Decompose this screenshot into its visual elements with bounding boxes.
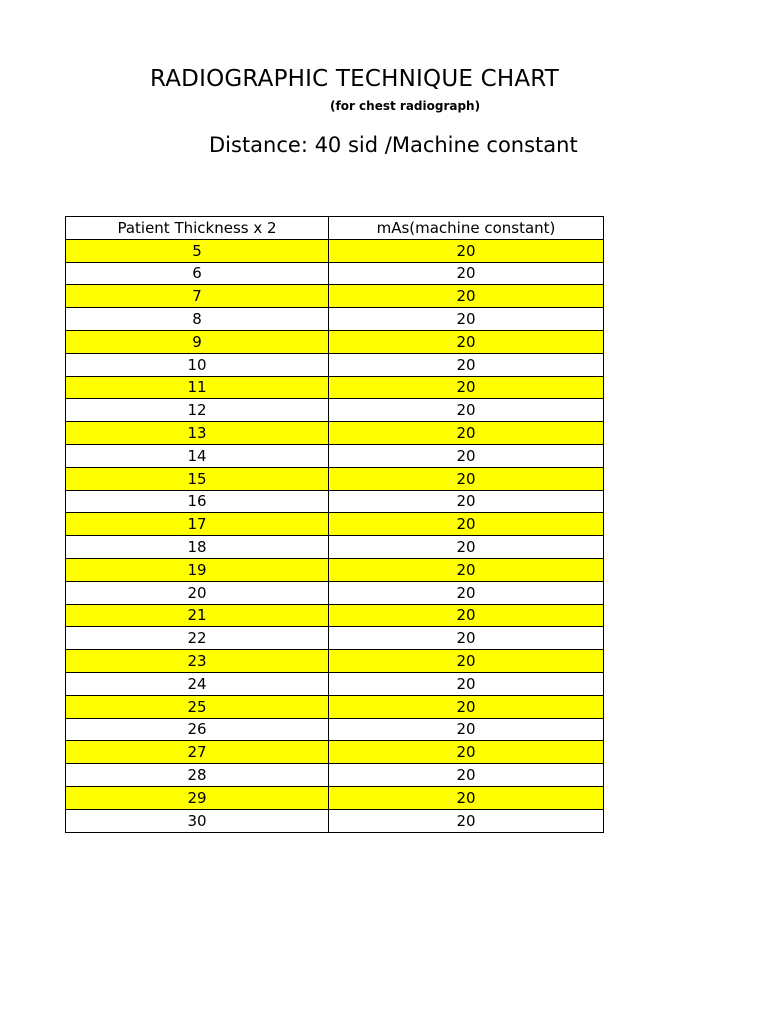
thickness-cell: 22	[66, 627, 329, 650]
table-row	[66, 672, 604, 695]
mas-cell: 20	[329, 444, 604, 467]
thickness-cell: 8	[66, 308, 329, 331]
thickness-cell: 29	[66, 786, 329, 809]
table-row	[66, 444, 604, 467]
table-row	[66, 627, 604, 650]
thickness-cell: 26	[66, 718, 329, 741]
table-row	[66, 558, 604, 581]
mas-cell: 20	[329, 308, 604, 331]
table-body	[66, 239, 604, 832]
mas-cell: 20	[329, 536, 604, 559]
mas-cell: 20	[329, 239, 604, 262]
mas-cell: 20	[329, 604, 604, 627]
technique-table	[65, 216, 604, 833]
table-row	[66, 376, 604, 399]
mas-cell: 20	[329, 422, 604, 445]
distance-line: Distance: 40 sid /Machine constant	[209, 133, 578, 157]
mas-cell: 20	[329, 650, 604, 673]
thickness-cell: 12	[66, 399, 329, 422]
mas-cell: 20	[329, 581, 604, 604]
table-row	[66, 581, 604, 604]
thickness-cell: 23	[66, 650, 329, 673]
table-row	[66, 536, 604, 559]
table-row	[66, 399, 604, 422]
table-row	[66, 786, 604, 809]
thickness-cell: 30	[66, 809, 329, 832]
mas-cell: 20	[329, 558, 604, 581]
table-row	[66, 239, 604, 262]
thickness-cell: 21	[66, 604, 329, 627]
distance-line-container	[209, 133, 603, 163]
thickness-cell: 28	[66, 764, 329, 787]
mas-cell: 20	[329, 513, 604, 536]
thickness-cell: 13	[66, 422, 329, 445]
page-subtitle: (for chest radiograph)	[330, 99, 481, 113]
table-row	[66, 353, 604, 376]
column-header-thickness: Patient Thickness x 2	[66, 217, 329, 240]
thickness-cell: 27	[66, 741, 329, 764]
thickness-cell: 10	[66, 353, 329, 376]
mas-cell: 20	[329, 353, 604, 376]
mas-cell: 20	[329, 695, 604, 718]
mas-cell: 20	[329, 672, 604, 695]
thickness-cell: 5	[66, 239, 329, 262]
thickness-cell: 6	[66, 262, 329, 285]
mas-cell: 20	[329, 764, 604, 787]
thickness-cell: 25	[66, 695, 329, 718]
mas-cell: 20	[329, 809, 604, 832]
mas-cell: 20	[329, 376, 604, 399]
table-row	[66, 422, 604, 445]
table-row	[66, 764, 604, 787]
thickness-cell: 7	[66, 285, 329, 308]
mas-cell: 20	[329, 741, 604, 764]
table-header-row	[66, 217, 604, 240]
mas-cell: 20	[329, 786, 604, 809]
thickness-cell: 14	[66, 444, 329, 467]
table-row	[66, 285, 604, 308]
table-row	[66, 650, 604, 673]
thickness-cell: 15	[66, 467, 329, 490]
mas-cell: 20	[329, 627, 604, 650]
mas-cell: 20	[329, 330, 604, 353]
thickness-cell: 24	[66, 672, 329, 695]
table-row	[66, 490, 604, 513]
table-row	[66, 330, 604, 353]
mas-cell: 20	[329, 467, 604, 490]
thickness-cell: 17	[66, 513, 329, 536]
thickness-cell: 11	[66, 376, 329, 399]
table-row	[66, 741, 604, 764]
thickness-cell: 19	[66, 558, 329, 581]
mas-cell: 20	[329, 718, 604, 741]
mas-cell: 20	[329, 399, 604, 422]
table-row	[66, 513, 604, 536]
mas-cell: 20	[329, 490, 604, 513]
table-row	[66, 262, 604, 285]
table-row	[66, 604, 604, 627]
table-row	[66, 809, 604, 832]
thickness-cell: 16	[66, 490, 329, 513]
thickness-cell: 9	[66, 330, 329, 353]
table-row	[66, 718, 604, 741]
table-row	[66, 308, 604, 331]
column-header-mas: mAs(machine constant)	[329, 217, 604, 240]
table-row	[66, 695, 604, 718]
page-title: RADIOGRAPHIC TECHNIQUE CHART	[150, 66, 560, 92]
thickness-cell: 18	[66, 536, 329, 559]
mas-cell: 20	[329, 262, 604, 285]
thickness-cell: 20	[66, 581, 329, 604]
table-row	[66, 467, 604, 490]
mas-cell: 20	[329, 285, 604, 308]
